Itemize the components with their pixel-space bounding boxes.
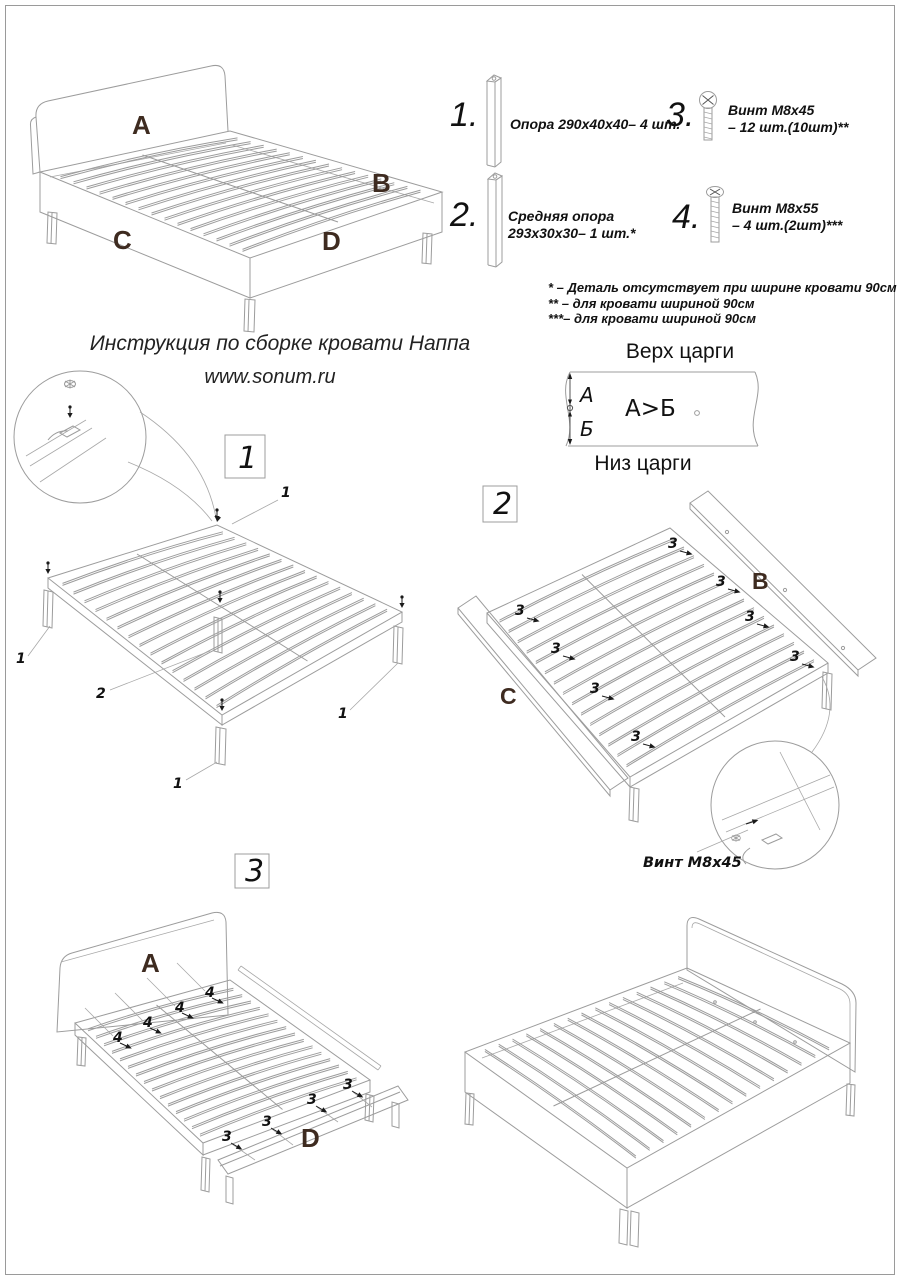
- svg-text:4: 4: [143, 1015, 153, 1031]
- leg: [629, 787, 639, 822]
- leg: [47, 212, 57, 244]
- slats: [88, 988, 357, 1136]
- screw-icon: [700, 184, 730, 248]
- footnote-2: ** – для кровати шириной 90см: [548, 295, 755, 311]
- footnote-3: ***– для кровати шириной 90см: [548, 311, 756, 326]
- panel-label-b: B: [372, 168, 391, 198]
- website: www.sonum.ru: [204, 366, 336, 388]
- screw-callout: Винт М8х45: [643, 855, 742, 871]
- ref-leg: 1: [338, 706, 348, 722]
- panel-label-a: A: [132, 110, 151, 140]
- dim-label-b: Б: [580, 417, 594, 441]
- svg-text:3: 3: [307, 1092, 317, 1108]
- headboard-inner: [61, 920, 214, 962]
- leg: [630, 1211, 639, 1247]
- detail-circle: [14, 371, 146, 503]
- ref-leg: 1: [173, 776, 183, 792]
- step-3-diagram: [30, 850, 450, 1255]
- svg-text:3: 3: [631, 729, 641, 745]
- part-2-number: 2.: [450, 196, 479, 234]
- rail-inner-line: [482, 983, 683, 1058]
- part-1-number: 1.: [450, 96, 479, 134]
- svg-text:3: 3: [222, 1129, 232, 1145]
- leg: [201, 1157, 210, 1192]
- tsarga-diagram: [540, 366, 780, 458]
- leg: [822, 672, 832, 710]
- tsarga-top-caption: Верх царги: [625, 340, 735, 363]
- ref-support: 2: [96, 686, 106, 702]
- step-2-diagram: [450, 480, 900, 890]
- footnotes: [548, 280, 897, 327]
- screw-icon: [692, 90, 724, 146]
- footnote-1: * – Деталь отсутствует при ширине кровати 90см: [548, 280, 897, 295]
- leg: [77, 1037, 86, 1066]
- assembled-bed-diagram: [450, 900, 890, 1270]
- panel-label-c: C: [500, 683, 517, 709]
- part-2-label: Средняя опора 293х30х30– 1 шт.*: [508, 208, 636, 241]
- leg: [393, 626, 403, 664]
- leg: [215, 727, 226, 765]
- tsarga-bottom-caption: Низ царги: [594, 452, 692, 475]
- step-number: 1: [238, 441, 258, 476]
- leg: [365, 1094, 374, 1122]
- svg-text:4: 4: [205, 985, 215, 1001]
- step-number: 2: [493, 487, 513, 522]
- svg-text:3: 3: [515, 603, 525, 619]
- panel-label-d: D: [301, 1123, 320, 1153]
- page-title: Инструкция по сборке кровати Наппа: [89, 332, 471, 355]
- leader-curve: [128, 412, 216, 521]
- step-1-diagram: [10, 360, 450, 810]
- hole: [695, 411, 700, 416]
- leg: [846, 1084, 855, 1116]
- leg: [43, 590, 53, 628]
- detail-circle: [697, 741, 839, 869]
- svg-text:4: 4: [175, 1000, 185, 1016]
- panel-label-c: C: [113, 225, 132, 255]
- svg-text:3: 3: [790, 649, 800, 665]
- leg: [244, 299, 255, 332]
- part-1-label: Опора 290х40х40– 4 шт.: [510, 116, 681, 132]
- step-number: 3: [245, 854, 265, 889]
- ref-leg: 1: [281, 485, 291, 501]
- ref-leg: 1: [16, 651, 26, 667]
- svg-text:3: 3: [551, 641, 561, 657]
- part-3-number: 3.: [666, 96, 695, 134]
- leg: [226, 1176, 233, 1204]
- svg-text:3: 3: [343, 1077, 353, 1093]
- svg-text:3: 3: [262, 1114, 272, 1130]
- leader-curve: [812, 677, 830, 752]
- part-3-label: Винт М8х45 – 12 шт.(10шт)**: [728, 102, 849, 135]
- slats: [485, 977, 829, 1159]
- svg-text:4: 4: [113, 1030, 123, 1046]
- svg-text:3: 3: [745, 609, 755, 625]
- panel-label-b: B: [752, 568, 769, 594]
- leg-icon: [481, 168, 507, 274]
- dim-label-a: А: [580, 383, 594, 407]
- leg: [422, 233, 432, 264]
- panel-label-a: A: [141, 948, 160, 978]
- svg-text:3: 3: [590, 681, 600, 697]
- panel-label-d: D: [322, 226, 341, 256]
- overview-bed-diagram: [20, 55, 450, 345]
- svg-text:3: 3: [716, 574, 726, 590]
- leg: [619, 1209, 628, 1245]
- part-4-number: 4.: [672, 198, 701, 236]
- rule-text: А>Б: [625, 396, 676, 422]
- svg-text:3: 3: [668, 536, 678, 552]
- part-4-label: Винт М8х55 – 4 шт.(2шт)***: [732, 200, 843, 233]
- leg-icon: [480, 70, 506, 174]
